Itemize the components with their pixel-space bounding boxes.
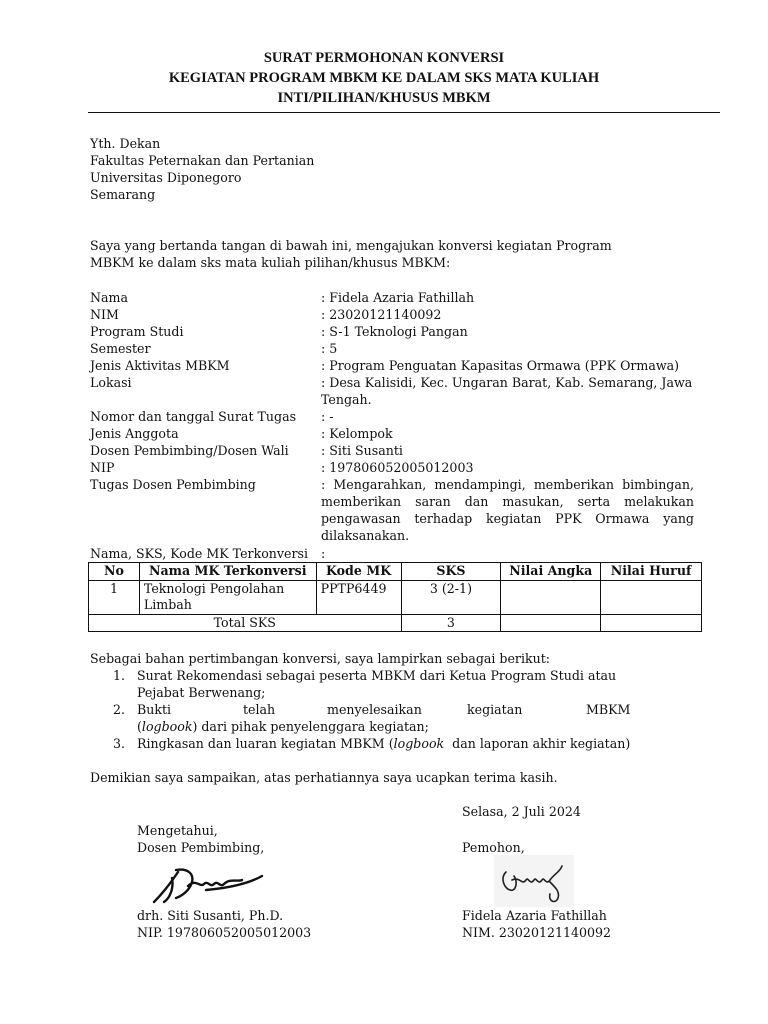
table-header-no: No <box>89 563 140 581</box>
recipient-line-4: Semarang <box>90 187 156 202</box>
cell-total-value: 3 <box>401 615 501 632</box>
paren: ( <box>137 719 142 734</box>
recipient-line-2: Fakultas Peternakan dan Pertanian <box>90 153 315 168</box>
attachment-number-3: 3. <box>113 736 126 751</box>
field-value-tugas: : Mengarahkan, mendampingi, memberikan bimbingan, memberikan saran dan masukan, serta melakukan pengawasan terhadap kegiatan PPK Ormawa yang dilaksanakan. <box>321 477 694 543</box>
cell-nama-mk <box>139 581 316 615</box>
field-value-lokasi-line-2: Tengah. <box>321 392 372 407</box>
field-label-nama: Nama <box>90 290 128 305</box>
cell-nilai-angka <box>501 581 601 615</box>
attachment-item-2-word-4: kegiatan <box>467 702 523 717</box>
recipient-line-1: Yth. Dekan <box>90 136 161 151</box>
field-label-lokasi: Lokasi <box>90 375 132 390</box>
cell-nilai-huruf <box>601 581 702 615</box>
table-total-row <box>89 615 702 632</box>
table-header-nama-mk: Nama MK Terkonversi <box>139 563 316 581</box>
field-value-nip: : 197806052005012003 <box>321 460 474 475</box>
attachment-number-1: 1. <box>113 668 126 683</box>
field-label-jenis-aktivitas: Jenis Aktivitas MBKM <box>90 358 230 373</box>
attachment-item-3 <box>137 735 630 752</box>
table-row <box>89 581 702 615</box>
cell-total-empty-2 <box>601 615 702 632</box>
cell-nama-mk-line-2: Limbah <box>143 597 192 612</box>
item-3-start: Ringkasan dan luaran kegiatan MBKM ( <box>137 736 394 751</box>
course-conversion-table <box>88 562 702 632</box>
intro-line-2: MBKM ke dalam sks mata kuliah pilihan/khusus MBKM: <box>90 255 451 270</box>
left-sign-heading-1: Mengetahui, <box>137 823 218 838</box>
attachment-item-1-line-1: Surat Rekomendasi sebagai peserta MBKM dari Ketua Program Studi atau <box>137 668 617 683</box>
left-signer-nip: NIP. 197806052005012003 <box>137 925 312 940</box>
field-value-lokasi: : Desa Kalisidi, Kec. Ungaran Barat, Kab. Semarang, Jawa <box>321 375 693 390</box>
table-header-row <box>89 563 702 581</box>
left-signer-name: drh. Siti Susanti, Ph.D. <box>137 908 284 923</box>
attachment-item-2-word-3: menyelesaikan <box>327 702 422 717</box>
field-value-nama: : Fidela Azaria Fathillah <box>321 290 475 305</box>
attachment-item-2-word-5: MBKM <box>586 702 631 717</box>
intro-line-1: Saya yang bertanda tangan di bawah ini, mengajukan konversi kegiatan Program <box>90 238 612 253</box>
item-2-rest: ) dari pihak penyelenggara kegiatan; <box>192 719 429 734</box>
letter-date: Selasa, 2 Juli 2024 <box>462 804 581 819</box>
attachment-item-2-word-2: telah <box>243 702 276 717</box>
field-label-nomor-surat: Nomor dan tanggal Surat Tugas <box>90 409 297 424</box>
right-signer-name: Fidela Azaria Fathillah <box>462 908 607 923</box>
field-value-jenis-aktivitas: : Program Penguatan Kapasitas Ormawa (PPK Ormawa) <box>321 358 680 373</box>
right-signer-nim: NIM. 23020121140092 <box>462 925 612 940</box>
letter-title-line-2: KEGIATAN PROGRAM MBKM KE DALAM SKS MATA KULIAH <box>168 70 600 86</box>
field-value-nomor-surat: : - <box>321 409 334 424</box>
table-header-nilai-angka: Nilai Angka <box>501 563 601 581</box>
attachment-item-2-line-2 <box>137 718 429 735</box>
logbook-italic: logbook <box>141 719 193 734</box>
table-header-nilai-huruf: Nilai Huruf <box>601 563 702 581</box>
logbook-italic: logbook <box>393 736 445 751</box>
field-label-semester: Semester <box>90 341 151 356</box>
cell-kode-mk: PPTP6449 <box>316 581 401 615</box>
field-label-prodi: Program Studi <box>90 324 184 339</box>
header-divider <box>88 112 720 113</box>
field-value-semester: : 5 <box>321 341 338 356</box>
recipient-line-3: Universitas Diponegoro <box>90 170 242 185</box>
field-label-nip: NIP <box>90 460 115 475</box>
applicant-signature-icon <box>496 858 572 906</box>
attachments-intro: Sebagai bahan pertimbangan konversi, saya lampirkan sebagai berikut: <box>90 651 551 666</box>
field-value-mk: : <box>321 546 326 561</box>
table-header-sks: SKS <box>401 563 501 581</box>
cell-no: 1 <box>89 581 140 615</box>
attachment-item-1-line-2: Pejabat Berwenang; <box>137 685 266 700</box>
field-label-mk: Nama, SKS, Kode MK Terkonversi <box>90 546 308 561</box>
field-label-dosen: Dosen Pembimbing/Dosen Wali <box>90 443 289 458</box>
advisor-signature-icon <box>148 858 268 908</box>
cell-sks: 3 (2-1) <box>401 581 501 615</box>
attachment-item-2-word-1: Bukti <box>137 702 172 717</box>
closing-sentence: Demikian saya sampaikan, atas perhatiannya saya ucapkan terima kasih. <box>90 770 558 785</box>
cell-nama-mk-line-1: Teknologi Pengolahan <box>143 581 285 596</box>
item-3-end: dan laporan akhir kegiatan) <box>444 736 631 751</box>
left-sign-heading-2: Dosen Pembimbing, <box>137 840 265 855</box>
field-value-nim: : 23020121140092 <box>321 307 442 322</box>
letter-title-line-3: INTI/PILIHAN/KHUSUS MBKM <box>277 90 491 106</box>
table-header-kode-mk: Kode MK <box>316 563 401 581</box>
field-value-jenis-anggota: : Kelompok <box>321 426 393 441</box>
field-label-nim: NIM <box>90 307 119 322</box>
field-value-dosen: : Siti Susanti <box>321 443 403 458</box>
cell-total-label: Total SKS <box>89 615 402 632</box>
field-value-prodi: : S-1 Teknologi Pangan <box>321 324 468 339</box>
letter-title-line-1: SURAT PERMOHONAN KONVERSI <box>263 50 505 66</box>
field-label-jenis-anggota: Jenis Anggota <box>90 426 179 441</box>
field-label-tugas: Tugas Dosen Pembimbing <box>90 477 256 492</box>
attachment-number-2: 2. <box>113 702 126 717</box>
cell-total-empty-1 <box>501 615 601 632</box>
right-sign-heading: Pemohon, <box>462 840 525 855</box>
